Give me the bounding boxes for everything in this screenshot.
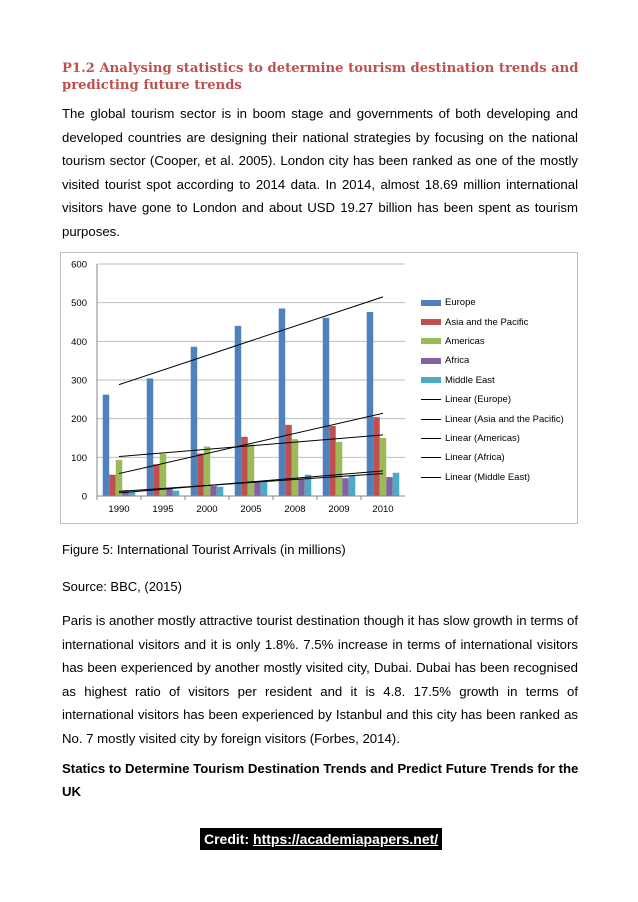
legend-item — [421, 409, 564, 428]
bar-europe — [235, 326, 242, 496]
bar-americas — [380, 438, 387, 496]
credit-label: Credit: — [204, 831, 250, 847]
legend-item — [421, 429, 564, 448]
body-paragraph: Paris is another mostly attractive tourist destination though it has slow growth in terms of international visitors and it is only 1.8%. 7.5% increase in terms of international visitors has been experienced by another mostly visited city, Dubai. Dubai has been recognised as highest ratio of visitors per resident and it is 4.8. 17.5% growth in terms of international visitors has been experienced by Istanbul and this city has been ranked as No. 7 mostly visited city by foreign visitors (Forbes, 2014). — [62, 613, 578, 746]
section-heading: P1.2 Analysing statistics to determine tourism destination trends and predicting future trends — [62, 61, 579, 93]
bar-africa — [254, 482, 261, 496]
bar-africa — [342, 478, 349, 496]
x-tick-label: 1990 — [108, 504, 130, 515]
legend-label: Linear (Africa) — [445, 452, 505, 464]
legend-label: Linear (Middle East) — [445, 471, 531, 483]
bar-asia-and-the-pacific — [109, 475, 116, 496]
intro-paragraph: The global tourism sector is in boom stage and governments of both developing and developed countries are designing their national strategies by focusing on the national tourism sector (Cooper, et al. 2005). London city has been ranked as one of the mostly visited tourist spot according to 2014 data. In 2014, almost 18.69 million international visitors have gone to London and about USD 19.27 billion has been spent as tourism purposes. — [62, 106, 578, 239]
bar-middle-east — [305, 475, 312, 496]
bar-americas — [248, 445, 255, 496]
bar-europe — [367, 312, 374, 496]
bar-americas — [336, 442, 343, 496]
figure-source: Source: BBC, (2015) — [62, 579, 182, 594]
bar-africa — [210, 486, 217, 496]
x-tick-label: 2000 — [196, 504, 218, 515]
figure-caption: Figure 5: International Tourist Arrivals (in millions) — [62, 542, 346, 557]
legend-label: Middle East — [445, 374, 495, 386]
legend-swatch — [421, 358, 441, 364]
bar-europe — [323, 318, 330, 496]
chart-legend — [421, 293, 564, 487]
legend-label: Americas — [445, 335, 485, 347]
y-tick-label: 100 — [71, 452, 87, 464]
legend-swatch — [421, 338, 441, 344]
legend-item — [421, 468, 564, 487]
bar-africa — [298, 479, 305, 496]
bar-middle-east — [349, 476, 356, 496]
legend-swatch — [421, 300, 441, 306]
bar-middle-east — [129, 492, 136, 496]
legend-line-key — [421, 399, 441, 400]
bar-asia-and-the-pacific — [373, 417, 380, 496]
legend-label: Europe — [445, 297, 476, 309]
legend-item — [421, 312, 564, 331]
bar-europe — [103, 395, 110, 496]
x-tick-label: 2010 — [372, 504, 394, 515]
legend-swatch — [421, 319, 441, 325]
y-tick-label: 500 — [71, 298, 87, 310]
legend-item — [421, 332, 564, 351]
y-tick-label: 600 — [71, 259, 87, 271]
bar-americas — [116, 460, 123, 496]
bar-middle-east — [217, 487, 224, 496]
x-tick-label: 1995 — [152, 504, 174, 515]
legend-item — [421, 293, 564, 312]
bar-europe — [279, 308, 286, 496]
credit-link[interactable]: https://academiapapers.net/ — [253, 831, 439, 847]
tourist-arrivals-chart — [60, 252, 578, 524]
section-subheading: Statics to Determine Tourism Destination Trends and Predict Future Trends for the UK — [62, 761, 579, 799]
legend-label: Linear (Europe) — [445, 394, 512, 406]
bar-africa — [166, 489, 173, 496]
bar-asia-and-the-pacific — [153, 464, 160, 496]
y-tick-label: 400 — [71, 336, 87, 348]
bar-europe — [191, 347, 198, 496]
legend-line-key — [421, 457, 441, 458]
legend-line-key — [421, 438, 441, 439]
bar-europe — [147, 378, 154, 496]
legend-item — [421, 448, 564, 467]
legend-label: Linear (Americas) — [445, 432, 520, 444]
legend-label: Linear (Asia and the Pacific) — [445, 413, 564, 425]
legend-line-key — [421, 477, 441, 478]
bar-asia-and-the-pacific — [329, 426, 336, 496]
y-tick-label: 300 — [71, 375, 87, 387]
bar-africa — [386, 477, 393, 496]
y-tick-label: 0 — [81, 491, 87, 503]
legend-line-key — [421, 419, 441, 420]
legend-item — [421, 390, 564, 409]
bar-asia-and-the-pacific — [197, 453, 204, 496]
bar-americas — [292, 439, 299, 496]
legend-swatch — [421, 377, 441, 383]
trendline — [119, 297, 383, 385]
bar-middle-east — [173, 491, 180, 496]
x-tick-label: 2005 — [240, 504, 262, 515]
y-tick-label: 200 — [71, 414, 87, 426]
credit-banner — [200, 828, 442, 850]
bar-middle-east — [261, 482, 268, 496]
legend-label: Africa — [445, 355, 470, 367]
legend-item — [421, 351, 564, 370]
x-tick-label: 2008 — [284, 504, 306, 515]
bar-middle-east — [393, 473, 400, 496]
legend-label: Asia and the Pacific — [445, 316, 529, 328]
legend-item — [421, 371, 564, 390]
x-tick-label: 2009 — [328, 504, 350, 515]
